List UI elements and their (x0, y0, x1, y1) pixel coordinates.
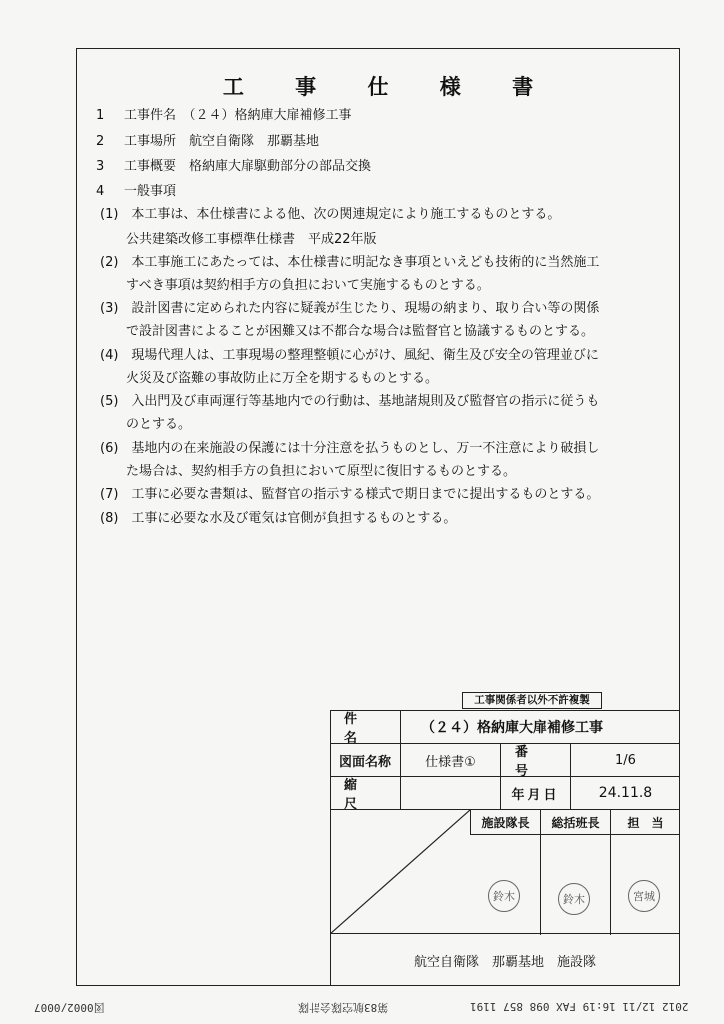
title-block-row-scale (330, 776, 680, 812)
seal-stamp-icon: 鈴木 (488, 880, 520, 912)
clause-line: (4) 現場代理人は、工事現場の整理整頓に心がけ、風紀、衛生及び安全の管理並びに (100, 348, 599, 363)
fax-header-right: 図0002/0007 (34, 1001, 105, 1014)
clause-line: (8) 工事に必要な水及び電気は官側が負担するものとする。 (100, 511, 457, 526)
date-value: 24.11.8 (570, 777, 680, 809)
drawing-name-value: 仕様書① (400, 744, 500, 776)
document-title: 工 事 仕 様 書 (222, 75, 556, 99)
title-block-row-org (330, 933, 680, 986)
clause-line: た場合は、契約相手方の負担において原型に復旧するものとする。 (100, 464, 517, 479)
clause-line: のとする。 (100, 417, 192, 432)
clause-line: (1) 本工事は、本仕様書による他、次の関連規定により施工するものとする。 (100, 207, 561, 222)
header-item-3: 3 工事概要 格納庫大扉駆動部分の部品交換 (96, 159, 372, 174)
scale-label: 縮 尺 (344, 778, 399, 812)
role-person-in-charge: 担 当 (610, 810, 680, 835)
fax-header-center: 第83航空隊会計隊 (298, 1001, 389, 1014)
title-block-row-approval (330, 809, 680, 935)
title-block-row-name (330, 710, 680, 746)
seal-stamp-icon: 鈴木 (558, 883, 590, 915)
clause-line: 火災及び盗難の事故防止に万全を期するものとする。 (100, 371, 439, 386)
number-label: 番 号 (500, 744, 570, 776)
seal-stamp-icon: 宮城 (628, 880, 660, 912)
clause-line: (7) 工事に必要な書類は、監督官の指示する様式で期日までに提出するものとする。 (100, 487, 600, 502)
drawing-name-label: 図面名称 (338, 754, 391, 770)
header-item-2: 2 工事場所 航空自衛隊 那覇基地 (96, 134, 320, 149)
number-value: 1/6 (570, 744, 680, 776)
fax-header-left: 2012 12/11 16:19 FAX 098 857 1191 (470, 1000, 689, 1013)
project-name-value: （２４）格納庫大扉補修工事 (400, 711, 680, 743)
title-block-row-drawing (330, 743, 680, 779)
date-label: 年月日 (500, 777, 570, 809)
role-facility-commander: 施設隊長 (470, 810, 540, 835)
diagonal-strike (330, 810, 470, 934)
clause-line: 公共建築改修工事標準仕様書 平成22年版 (100, 232, 377, 247)
header-item-1: 1 工事件名 （２４）格納庫大扉補修工事 (96, 108, 352, 123)
copy-restriction-label: 工事関係者以外不許複製 (462, 692, 602, 709)
role-section-chief: 総括班長 (540, 810, 610, 835)
scale-value (400, 777, 500, 809)
header-item-4: 4 一般事項 (96, 184, 177, 199)
clause-line: で設計図書によることが困難又は不都合な場合は監督官と協議するものとする。 (100, 324, 595, 339)
clause-line: すべき事項は契約相手方の負担において実施するものとする。 (100, 278, 490, 293)
name-label: 件 名 (344, 712, 399, 746)
clause-line: (3) 設計図書に定められた内容に疑義が生じたり、現場の納まり、取り合い等の関係 (100, 301, 600, 316)
clause-line: (2) 本工事施工にあたっては、本仕様書に明記なき事項といえども技術的に当然施工 (100, 255, 600, 270)
organization-name: 航空自衛隊 那覇基地 施設隊 (413, 954, 596, 970)
clause-line: (5) 入出門及び車両運行等基地内での行動は、基地諸規則及び監督官の指示に従うも (100, 394, 600, 409)
clause-line: (6) 基地内の在来施設の保護には十分注意を払うものとし、万一不注意により破損し (100, 441, 600, 456)
